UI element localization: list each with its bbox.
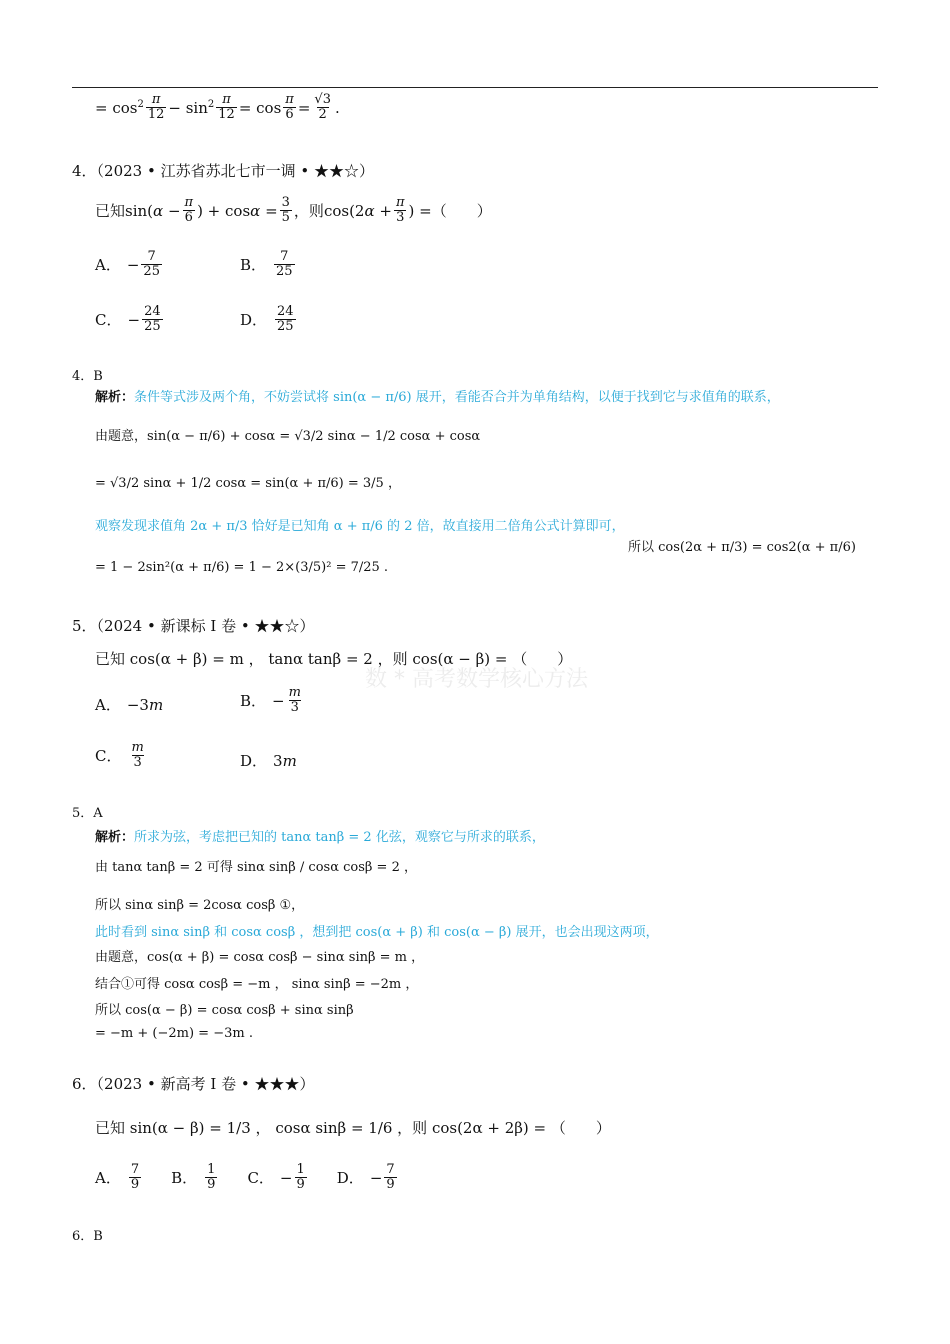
q4-line-3: = √3/2 sinα + 1/2 cosα = sin(α + π/6) = 3/5 ，: [95, 476, 401, 491]
q5-option-b[interactable]: B． − $\frac{m}{3}$: [240, 685, 301, 716]
q5-stem: 已知 cos(α + β) = m ， tanα tanβ = 2 ，则 cos(α − β) = （ ）: [95, 650, 573, 668]
q5-line-2: 由 tanα tanβ = 2 可得 sinα sinβ / cosα cosβ = 2 ，: [95, 860, 417, 875]
q4-analysis-4: 观察发现求值角 2α + π/3 恰好是已知角 α + π/6 的 2 倍，故直接用二倍角公式计算即可，: [95, 519, 625, 534]
q4-line-5: = 1 − 2sin²(α + π/6) = 1 − 2×(3/5)² = 7/25 .: [95, 560, 389, 575]
q5-line-5: 由题意，cos(α + β) = cosα cosβ − sinα sinβ = m ，: [95, 950, 425, 965]
q5-option-d[interactable]: D． 3m: [240, 751, 297, 770]
q5-line-6: 结合①可得 cosα cosβ = −m ， sinα sinβ = −2m ，: [95, 977, 419, 992]
watermark: 数 * 高考数学核心方法: [365, 667, 588, 692]
q4-answer: 4．B: [72, 369, 103, 384]
q5-line-7: 所以 cos(α − β) = cosα cosβ + sinα sinβ: [95, 1003, 354, 1018]
q5-option-c[interactable]: C． $\frac{m}{3}$: [95, 740, 144, 771]
q6-stem: 已知 sin(α − β) = 1/3 ， cosα sinβ = 1/6 ，则 cos(2α + 2β) = （ ）: [95, 1119, 611, 1137]
q6-option-d[interactable]: D． − $\frac{7}{9}$: [336, 1162, 395, 1193]
q4-analysis-1: 解析： 条件等式涉及两个角，不妨尝试将 sin(α − π/6) 展开，看能否合并为单角结构，以便于找到它与求值角的联系，: [95, 390, 780, 405]
q6-option-a[interactable]: A． $\frac{7}{9}$: [95, 1162, 140, 1193]
q5-line-3: 所以 sinα sinβ = 2cosα cosβ ①，: [95, 898, 305, 913]
q6-option-c[interactable]: C． − $\frac{1}{9}$: [247, 1162, 305, 1193]
q5-analysis-1: 解析： 所求为弦，考虑把已知的 tanα tanβ = 2 化弦，观察它与所求的联系，: [95, 830, 545, 845]
top-formula-line: = $\cos^2$ $\frac{\pi}{12}$ − $\sin^2$ $\frac{\pi}{12}$ = cos $\frac{\pi}{6}$ = $\frac{√3}{2}$ .: [95, 92, 340, 123]
q5-answer: 5．A: [72, 806, 103, 821]
q4-option-a[interactable]: A． − $\frac{7}{25}$: [95, 249, 160, 280]
q4-option-c[interactable]: C． − $\frac{24}{25}$: [95, 304, 161, 335]
q6-header: 6．（2023 • 新高考 Ⅰ 卷 • ★★★）: [72, 1075, 315, 1093]
q6-answer: 6．B: [72, 1229, 103, 1244]
q4-option-b[interactable]: B． $\frac{7}{25}$: [240, 249, 293, 280]
q4-line-4b: 所以 cos(2α + π/3) = cos2(α + π/6): [628, 540, 856, 555]
q5-analysis-4: 此时看到 sinα sinβ 和 cosα cosβ ，想到把 cos(α + β) 和 cos(α − β) 展开，也会出现这两项，: [95, 925, 659, 940]
header-rule: [72, 87, 878, 88]
q4-header: 4．（2023 • 江苏省苏北七市一调 • ★★☆）: [72, 162, 374, 180]
q4-option-d[interactable]: D． $\frac{24}{25}$: [240, 304, 294, 335]
q5-line-8: = −m + (−2m) = −3m .: [95, 1026, 253, 1041]
q5-header: 5．（2024 • 新课标 Ⅰ 卷 • ★★☆）: [72, 617, 315, 635]
q6-option-b[interactable]: B． $\frac{1}{9}$: [171, 1162, 216, 1193]
q5-option-a[interactable]: A． −3m: [95, 695, 164, 714]
q4-stem: 已知 sin(α − $\frac{\pi}{6}$ ) + cosα = $\frac{3}{5}$ ，则 cos(2α + $\frac{\pi}{3}$ ) = （ ）: [95, 195, 492, 226]
q4-line-2: 由题意，sin(α − π/6) + cosα = √3/2 sinα − 1/2 cosα + cosα: [95, 429, 481, 444]
q6-options: [95, 1163, 399, 1193]
